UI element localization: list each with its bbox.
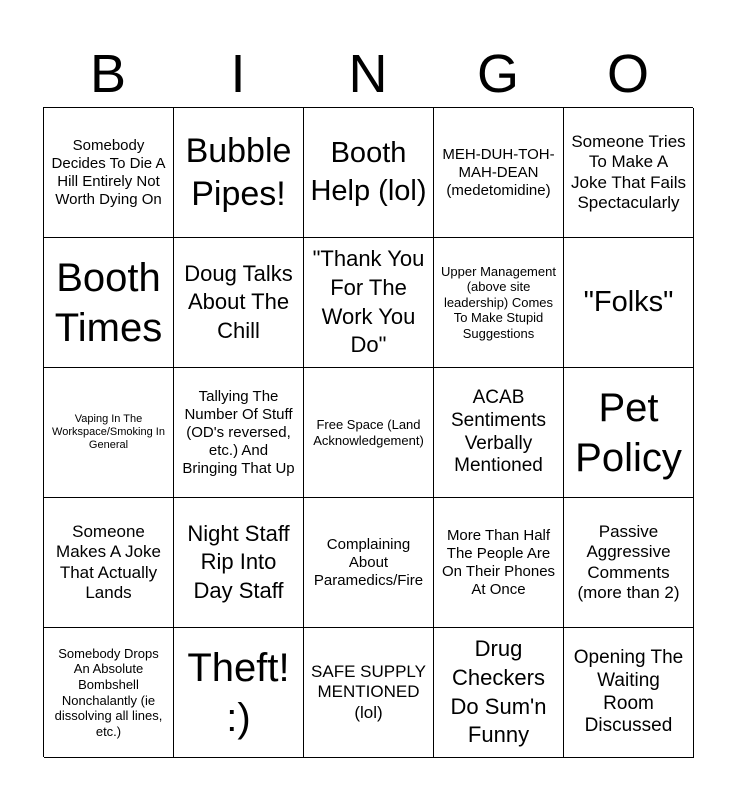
bingo-cell-1[interactable]: Somebody Decides To Die A Hill Entirely Not Worth Dying On (44, 108, 174, 238)
bingo-cell-2[interactable]: Bubble Pipes! (174, 108, 304, 238)
bingo-cell-24[interactable]: Drug Checkers Do Sum'n Funny (434, 628, 564, 758)
header-letter-o: O (606, 44, 649, 104)
bingo-cell-14[interactable]: ACAB Sentiments Verbally Mentioned (434, 368, 564, 498)
header-letter-i: I (230, 44, 246, 104)
header-letter-n: N (348, 44, 388, 104)
bingo-cell-22[interactable]: Theft! :) (174, 628, 304, 758)
bingo-cell-15[interactable]: Pet Policy (564, 368, 694, 498)
bingo-cell-17[interactable]: Night Staff Rip Into Day Staff (174, 498, 304, 628)
bingo-cell-20[interactable]: Passive Aggressive Comments (more than 2) (564, 498, 694, 628)
bingo-cell-3[interactable]: Booth Help (lol) (304, 108, 434, 238)
bingo-cell-21[interactable]: Somebody Drops An Absolute Bombshell Nonchalantly (ie dissolving all lines, etc.) (44, 628, 174, 758)
bingo-cell-9[interactable]: Upper Management (above site leadership) Comes To Make Stupid Suggestions (434, 238, 564, 368)
bingo-cell-5[interactable]: Someone Tries To Make A Joke That Fails Spectacularly (564, 108, 694, 238)
bingo-cell-11[interactable]: Vaping In The Workspace/Smoking In General (44, 368, 174, 498)
bingo-cell-10[interactable]: "Folks" (564, 238, 694, 368)
bingo-cell-free-space[interactable]: Free Space (Land Acknowledgement) (304, 368, 434, 498)
bingo-cell-19[interactable]: More Than Half The People Are On Their Phones At Once (434, 498, 564, 628)
bingo-cell-4[interactable]: MEH-DUH-TOH-MAH-DEAN (medetomidine) (434, 108, 564, 238)
bingo-cell-23[interactable]: SAFE SUPPLY MENTIONED (lol) (304, 628, 434, 758)
bingo-card (43, 107, 693, 757)
bingo-cell-12[interactable]: Tallying The Number Of Stuff (OD's reversed, etc.) And Bringing That Up (174, 368, 304, 498)
header-letter-b: B (89, 44, 127, 104)
bingo-cell-7[interactable]: Doug Talks About The Chill (174, 238, 304, 368)
header-letter-g: G (476, 44, 519, 104)
bingo-cell-6[interactable]: Booth Times (44, 238, 174, 368)
bingo-header (43, 40, 693, 108)
bingo-cell-25[interactable]: Opening The Waiting Room Discussed (564, 628, 694, 758)
bingo-cell-8[interactable]: "Thank You For The Work You Do" (304, 238, 434, 368)
bingo-cell-16[interactable]: Someone Makes A Joke That Actually Lands (44, 498, 174, 628)
bingo-cell-18[interactable]: Complaining About Paramedics/Fire (304, 498, 434, 628)
